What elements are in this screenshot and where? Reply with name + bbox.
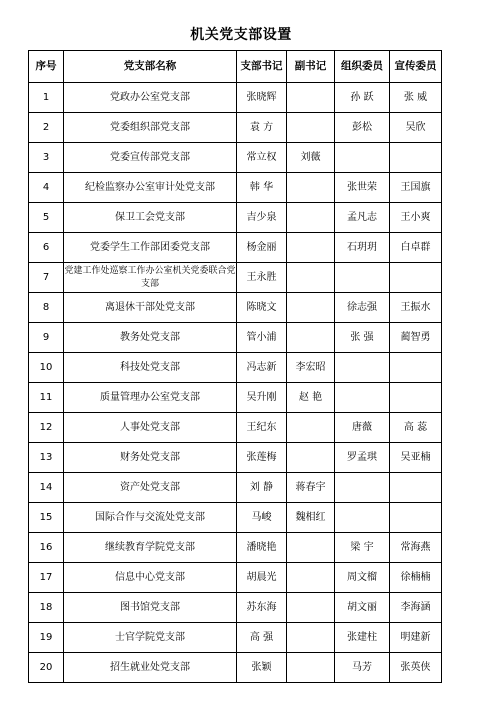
branch-name: 党委学生工作部团委党支部: [64, 233, 237, 263]
deputy-secretary-cell: [287, 623, 335, 653]
secretary-cell: 王纪东: [237, 413, 287, 443]
organization-member-cell: 周文榴: [335, 563, 390, 593]
propaganda-member-cell: 高 蕊: [390, 413, 442, 443]
row-number: 10: [29, 353, 64, 383]
branch-name: 继续教育学院党支部: [64, 533, 237, 563]
table-row: [29, 173, 442, 203]
secretary-cell: 常立权: [237, 143, 287, 173]
organization-member-cell: [335, 503, 390, 533]
organization-member-cell: 徐志强: [335, 293, 390, 323]
row-number: 7: [29, 263, 64, 293]
row-number: 2: [29, 113, 64, 143]
propaganda-member-cell: [390, 383, 442, 413]
header-propaganda-member: 宣传委员: [390, 51, 442, 83]
branch-name: 士官学院党支部: [64, 623, 237, 653]
deputy-secretary-cell: [287, 263, 335, 293]
branch-name: 党建工作处巡察工作办公室机关党委联合党支部: [64, 263, 237, 293]
table-row: [29, 593, 442, 623]
branch-name: 离退休干部处党支部: [64, 293, 237, 323]
organization-member-cell: 罗孟琪: [335, 443, 390, 473]
secretary-cell: 胡晨光: [237, 563, 287, 593]
table-row: [29, 263, 442, 293]
organization-member-cell: 梁 宇: [335, 533, 390, 563]
branch-name: 保卫工会党支部: [64, 203, 237, 233]
deputy-secretary-cell: 魏相红: [287, 503, 335, 533]
deputy-secretary-cell: [287, 653, 335, 683]
deputy-secretary-cell: [287, 593, 335, 623]
propaganda-member-cell: 吴欣: [390, 113, 442, 143]
propaganda-member-cell: 蔺智勇: [390, 323, 442, 353]
header-secretary: 支部书记: [237, 51, 287, 83]
table-row: [29, 653, 442, 683]
table-row: [29, 563, 442, 593]
organization-member-cell: [335, 263, 390, 293]
branch-name: 教务处党支部: [64, 323, 237, 353]
organization-member-cell: [335, 143, 390, 173]
secretary-cell: 马峻: [237, 503, 287, 533]
row-number: 4: [29, 173, 64, 203]
row-number: 20: [29, 653, 64, 683]
deputy-secretary-cell: [287, 323, 335, 353]
organization-member-cell: [335, 353, 390, 383]
table-row: [29, 443, 442, 473]
row-number: 6: [29, 233, 64, 263]
deputy-secretary-cell: [287, 83, 335, 113]
row-number: 5: [29, 203, 64, 233]
secretary-cell: 王永胜: [237, 263, 287, 293]
secretary-cell: 潘晓艳: [237, 533, 287, 563]
row-number: 16: [29, 533, 64, 563]
organization-member-cell: [335, 383, 390, 413]
secretary-cell: 张颖: [237, 653, 287, 683]
organization-member-cell: 唐薇: [335, 413, 390, 443]
deputy-secretary-cell: [287, 443, 335, 473]
secretary-cell: 杨金丽: [237, 233, 287, 263]
branch-name: 纪检监察办公室审计处党支部: [64, 173, 237, 203]
row-number: 14: [29, 473, 64, 503]
secretary-cell: 袁 方: [237, 113, 287, 143]
propaganda-member-cell: 王国旗: [390, 173, 442, 203]
secretary-cell: 冯志新: [237, 353, 287, 383]
table-row: [29, 413, 442, 443]
deputy-secretary-cell: [287, 233, 335, 263]
header-no: 序号: [29, 51, 64, 83]
branch-name: 资产处党支部: [64, 473, 237, 503]
table-row: [29, 233, 442, 263]
branch-name: 科技处党支部: [64, 353, 237, 383]
row-number: 19: [29, 623, 64, 653]
header-organization-member: 组织委员: [335, 51, 390, 83]
table-row: [29, 353, 442, 383]
branch-name: 党委宣传部党支部: [64, 143, 237, 173]
table-row: [29, 323, 442, 353]
deputy-secretary-cell: 蒋春宇: [287, 473, 335, 503]
propaganda-member-cell: 王振水: [390, 293, 442, 323]
propaganda-member-cell: 白卓群: [390, 233, 442, 263]
branch-name: 国际合作与交流处党支部: [64, 503, 237, 533]
organization-member-cell: 张 强: [335, 323, 390, 353]
table-row: [29, 143, 442, 173]
branch-name: 图书馆党支部: [64, 593, 237, 623]
organization-member-cell: 胡文丽: [335, 593, 390, 623]
organization-member-cell: 孟凡志: [335, 203, 390, 233]
branch-name: 信息中心党支部: [64, 563, 237, 593]
organization-member-cell: 张建柱: [335, 623, 390, 653]
row-number: 9: [29, 323, 64, 353]
row-number: 15: [29, 503, 64, 533]
organization-member-cell: 石玥玥: [335, 233, 390, 263]
propaganda-member-cell: [390, 143, 442, 173]
table-header-row: [29, 51, 442, 83]
propaganda-member-cell: 王小爽: [390, 203, 442, 233]
deputy-secretary-cell: [287, 533, 335, 563]
propaganda-member-cell: 徐楠楠: [390, 563, 442, 593]
table-row: [29, 533, 442, 563]
deputy-secretary-cell: [287, 413, 335, 443]
branch-name: 质量管理办公室党支部: [64, 383, 237, 413]
table-row: [29, 383, 442, 413]
propaganda-member-cell: 李海涵: [390, 593, 442, 623]
secretary-cell: 张莲梅: [237, 443, 287, 473]
deputy-secretary-cell: [287, 563, 335, 593]
row-number: 1: [29, 83, 64, 113]
header-deputy-secretary: 副书记: [287, 51, 335, 83]
secretary-cell: 刘 静: [237, 473, 287, 503]
propaganda-member-cell: 明建新: [390, 623, 442, 653]
table-row: [29, 83, 442, 113]
table-row: [29, 293, 442, 323]
secretary-cell: 管小浦: [237, 323, 287, 353]
secretary-cell: 陈晓文: [237, 293, 287, 323]
table-row: [29, 623, 442, 653]
organization-member-cell: 张世荣: [335, 173, 390, 203]
row-number: 11: [29, 383, 64, 413]
propaganda-member-cell: 吴亚楠: [390, 443, 442, 473]
deputy-secretary-cell: 刘薇: [287, 143, 335, 173]
secretary-cell: 张晓辉: [237, 83, 287, 113]
propaganda-member-cell: [390, 353, 442, 383]
deputy-secretary-cell: 李宏昭: [287, 353, 335, 383]
organization-member-cell: 彭松: [335, 113, 390, 143]
deputy-secretary-cell: [287, 203, 335, 233]
table-row: [29, 503, 442, 533]
secretary-cell: 吉少泉: [237, 203, 287, 233]
branch-name: 党委组织部党支部: [64, 113, 237, 143]
organization-member-cell: 孙 跃: [335, 83, 390, 113]
propaganda-member-cell: 张英侠: [390, 653, 442, 683]
row-number: 18: [29, 593, 64, 623]
table-row: [29, 203, 442, 233]
propaganda-member-cell: [390, 473, 442, 503]
propaganda-member-cell: 常海燕: [390, 533, 442, 563]
branch-name: 人事处党支部: [64, 413, 237, 443]
propaganda-member-cell: [390, 263, 442, 293]
organization-member-cell: 马芳: [335, 653, 390, 683]
row-number: 17: [29, 563, 64, 593]
deputy-secretary-cell: [287, 293, 335, 323]
secretary-cell: 高 强: [237, 623, 287, 653]
row-number: 12: [29, 413, 64, 443]
propaganda-member-cell: [390, 503, 442, 533]
row-number: 8: [29, 293, 64, 323]
page-title: 机关党支部设置: [190, 27, 292, 43]
branch-name: 招生就业处党支部: [64, 653, 237, 683]
propaganda-member-cell: 张 威: [390, 83, 442, 113]
organization-member-cell: [335, 473, 390, 503]
branch-name: 党政办公室党支部: [64, 83, 237, 113]
secretary-cell: 韩 华: [237, 173, 287, 203]
table-row: [29, 473, 442, 503]
deputy-secretary-cell: [287, 113, 335, 143]
secretary-cell: 吴升刚: [237, 383, 287, 413]
row-number: 13: [29, 443, 64, 473]
deputy-secretary-cell: 赵 艳: [287, 383, 335, 413]
branch-table: [28, 50, 442, 683]
deputy-secretary-cell: [287, 173, 335, 203]
table-row: [29, 113, 442, 143]
table-body: [29, 83, 442, 683]
secretary-cell: 苏东海: [237, 593, 287, 623]
header-branch-name: 党支部名称: [64, 51, 237, 83]
branch-name: 财务处党支部: [64, 443, 237, 473]
row-number: 3: [29, 143, 64, 173]
